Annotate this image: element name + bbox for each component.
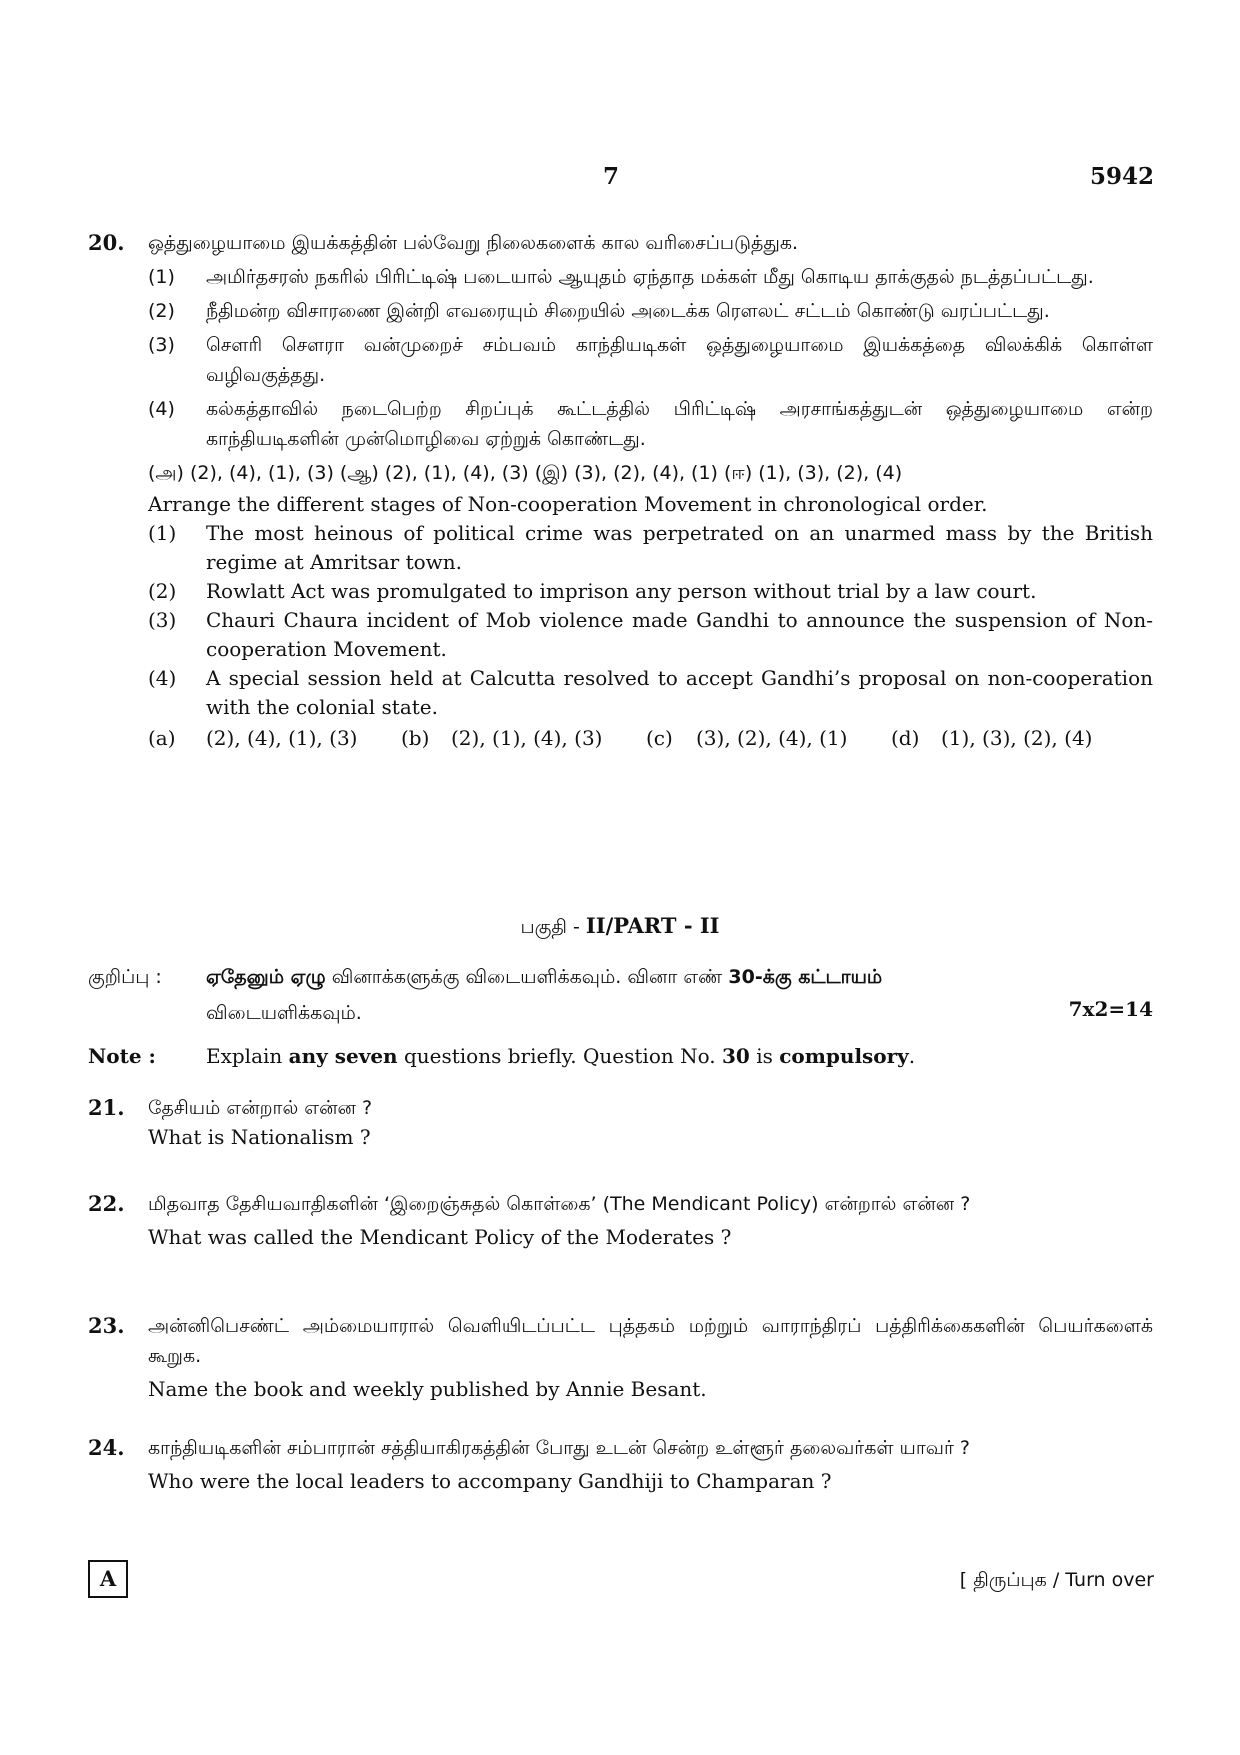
option-text: Chauri Chaura incident of Mob violence made Gandhi to announce the suspension of Non-cooperation Movement. [206, 608, 1153, 661]
question-21 [88, 1093, 1153, 1152]
question-english: Who were the local leaders to accompany Gandhiji to Champaran ? [148, 1469, 832, 1493]
question-english: What was called the Mendicant Policy of the Moderates ? [148, 1225, 732, 1249]
note-label-tamil: குறிப்பு : [88, 966, 162, 988]
option-english-2 [148, 577, 1153, 606]
part-heading [0, 912, 1240, 942]
option-text: Rowlatt Act was promulgated to imprison any person without trial by a law court. [206, 579, 1037, 603]
note-english [88, 1044, 1153, 1068]
option-text: நீதிமன்ற விசாரணை இன்றி எவரையும் சிறையில் அடைக்க ரௌலட் சட்டம் கொண்டு வரப்பட்டது. [206, 300, 1050, 322]
turn-over-label: [ திருப்புக / Turn over [959, 1569, 1154, 1591]
question-number: 20. [88, 230, 125, 255]
question-tamil: மிதவாத தேசியவாதிகளின் ‘இறைஞ்சுதல் கொள்கை’ (The Mendicant Policy) என்றால் என்ன ? [148, 1193, 971, 1215]
option-label: (4) [148, 398, 175, 420]
part-heading-tamil: பகுதி - [520, 916, 586, 938]
question-22 [88, 1189, 1153, 1252]
question-tamil: தேசியம் என்றால் என்ன ? [148, 1097, 373, 1119]
answer-choices-english [148, 724, 1153, 753]
option-tamil-3 [148, 330, 1153, 390]
note-bold-2: 30-க்கு கட்டாயம் [728, 966, 883, 988]
question-number: 24. [88, 1435, 125, 1460]
answer-label: (b) [401, 726, 430, 750]
note-text-2: விடையளிக்கவும். [206, 1002, 362, 1024]
note-label-english: Note : [88, 1044, 156, 1068]
note-en-text-1: Explain [206, 1044, 289, 1068]
option-english-1 [148, 519, 1153, 577]
option-label: (2) [148, 300, 175, 322]
answer-text: (1), (3), (2), (4) [941, 726, 1093, 750]
question-tamil: காந்தியடிகளின் சம்பாரான் சத்தியாகிரகத்தின் போது உடன் சென்ற உள்ளூர் தலைவர்கள் யாவர் ? [148, 1437, 970, 1459]
question-english: Name the book and weekly published by Annie Besant. [148, 1377, 707, 1401]
note-text-1: வினாக்களுக்கு விடையளிக்கவும். வினா எண் [325, 966, 729, 988]
option-text: The most heinous of political crime was perpetrated on an unarmed mass by the British regime at Amritsar town. [206, 521, 1153, 574]
option-label: (2) [148, 579, 177, 603]
paper-code: 5942 [1089, 163, 1154, 190]
option-label: (3) [148, 334, 175, 356]
option-tamil-1 [148, 262, 1153, 292]
question-stem-english: Arrange the different stages of Non-cooperation Movement in chronological order. [148, 492, 988, 516]
series-box: A [88, 1560, 128, 1598]
question-23 [88, 1311, 1153, 1404]
note-en-bold-3: compulsory [779, 1044, 909, 1068]
answer-choices-tamil: (அ) (2), (4), (1), (3) (ஆ) (2), (1), (4), (3) (இ) (3), (2), (4), (1) (ஈ) (1), (3), (2), (4) [148, 462, 903, 484]
option-text: அமிர்தசரஸ் நகரில் பிரிட்டிஷ் படையால் ஆயுதம் ஏந்தாத மக்கள் மீது கொடிய தாக்குதல் நடத்தப்பட்டது. [206, 266, 1094, 288]
question-stem-tamil: ஒத்துழையாமை இயக்கத்தின் பல்வேறு நிலைகளைக் கால வரிசைப்படுத்துக. [148, 232, 799, 254]
option-text: கல்கத்தாவில் நடைபெற்ற சிறப்புக் கூட்டத்தில் பிரிட்டிஷ் அரசாங்கத்துடன் ஒத்துழையாமை என்ற காந்தியடிகளின் முன்மொழிவை ஏற்றுக் கொண்டது. [206, 398, 1153, 450]
question-english: What is Nationalism ? [148, 1125, 371, 1149]
option-label: (1) [148, 266, 175, 288]
marks-allocation: 7x2=14 [1068, 997, 1153, 1021]
option-tamil-4 [148, 394, 1153, 454]
answer-text: (2), (4), (1), (3) [206, 726, 358, 750]
note-en-bold-1: any seven [288, 1044, 398, 1068]
answer-text: (2), (1), (4), (3) [451, 726, 603, 750]
option-english-3 [148, 606, 1153, 664]
option-label: (4) [148, 666, 177, 690]
note-tamil [88, 962, 1153, 1028]
answer-text: (3), (2), (4), (1) [696, 726, 848, 750]
question-number: 22. [88, 1191, 125, 1216]
question-tamil: அன்னிபெசண்ட் அம்மையாரால் வெளியிடப்பட்ட புத்தகம் மற்றும் வாராந்திரப் பத்திரிக்கைகளின் பெயர்களைக் கூறுக. [148, 1315, 1153, 1367]
question-20 [88, 228, 1153, 753]
answer-label: (d) [891, 726, 920, 750]
option-english-4 [148, 664, 1153, 722]
answer-label: (a) [148, 726, 176, 750]
option-tamil-2 [148, 296, 1153, 326]
note-bold-1: ஏதேனும் ஏழு [206, 966, 326, 988]
option-label: (1) [148, 521, 177, 545]
note-en-bold-2: 30 [722, 1044, 750, 1068]
page-number: 7 [603, 163, 620, 190]
answer-label: (c) [646, 726, 673, 750]
option-label: (3) [148, 608, 177, 632]
part-heading-english: II/PART - II [585, 913, 720, 938]
note-en-text-2: questions briefly. Question No. [397, 1044, 723, 1068]
option-text: A special session held at Calcutta resolved to accept Gandhi’s proposal on non-cooperation with the colonial state. [206, 666, 1153, 719]
question-24 [88, 1433, 1153, 1496]
note-en-text-3: is [749, 1044, 780, 1068]
option-text: சௌரி சௌரா வன்முறைச் சம்பவம் காந்தியடிகள் ஒத்துழையாமை இயக்கத்தை விலக்கிக் கொள்ள வழிவகுத்தது. [206, 334, 1153, 386]
note-en-text-4: . [908, 1044, 916, 1068]
question-number: 21. [88, 1095, 125, 1120]
question-number: 23. [88, 1313, 125, 1338]
